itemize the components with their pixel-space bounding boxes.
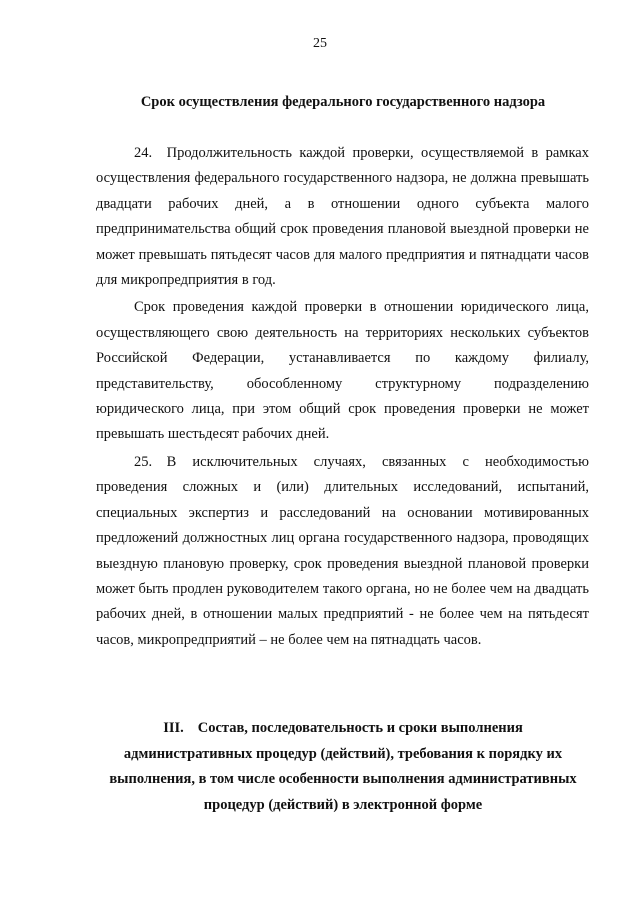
section-heading: Срок осуществления федерального государственного надзора <box>140 94 546 110</box>
paragraph-24-continuation: Срок проведения каждой проверки в отношении юридического лица, осуществляющего свою деятельность на территориях нескольких субъектов Российской Федерации, устанавливается по каждому филиалу, представительству, обособленному структурному подразделению юридического лица, при этом общий срок проведения проверки не может превышать шестьдесят рабочих дней. <box>96 299 589 443</box>
chapter-title-line: Состав, последовательность и сроки выполнения <box>197 720 523 736</box>
body-text <box>96 141 589 655</box>
paragraph-25: 25. В исключительных случаях, связанных с необходимостью проведения сложных и (или) длительных исследований, испытаний, специальных экспертиз и расследований на основании мотивированных предложений должностных лиц органа государственного надзора, проводящих выездную плановую проверку, срок проведения выездной плановой проверки может быть продлен руководителем такого органа, но не более чем на двадцать рабочих дней, в отношении малых предприятий - не более чем на пятьдесят часов, микропредприятий – не более чем на пятнадцать часов. <box>96 453 589 648</box>
chapter-title-line: выполнения, в том числе особенности выполнения административных <box>109 771 577 787</box>
page-number: 25 <box>313 36 327 51</box>
chapter-title-line: административных процедур (действий), требования к порядку их <box>123 745 563 762</box>
chapter-title-line: процедур (действий) в электронной форме <box>203 796 483 813</box>
chapter-heading-line-1 <box>96 716 590 742</box>
paragraph-24: 24. Продолжительность каждой проверки, осуществляемой в рамках осуществления федерального государственного надзора, не должна превышать двадцати рабочих дней, а в отношении одного субъекта малого предпринимательства общий срок проведения плановой выездной проверки не может превышать пятьдесят часов для малого предприятия и пятнадцати часов для микропредприятия в год. <box>96 145 589 289</box>
chapter-number: III. <box>163 720 184 736</box>
chapter-heading <box>96 716 590 818</box>
